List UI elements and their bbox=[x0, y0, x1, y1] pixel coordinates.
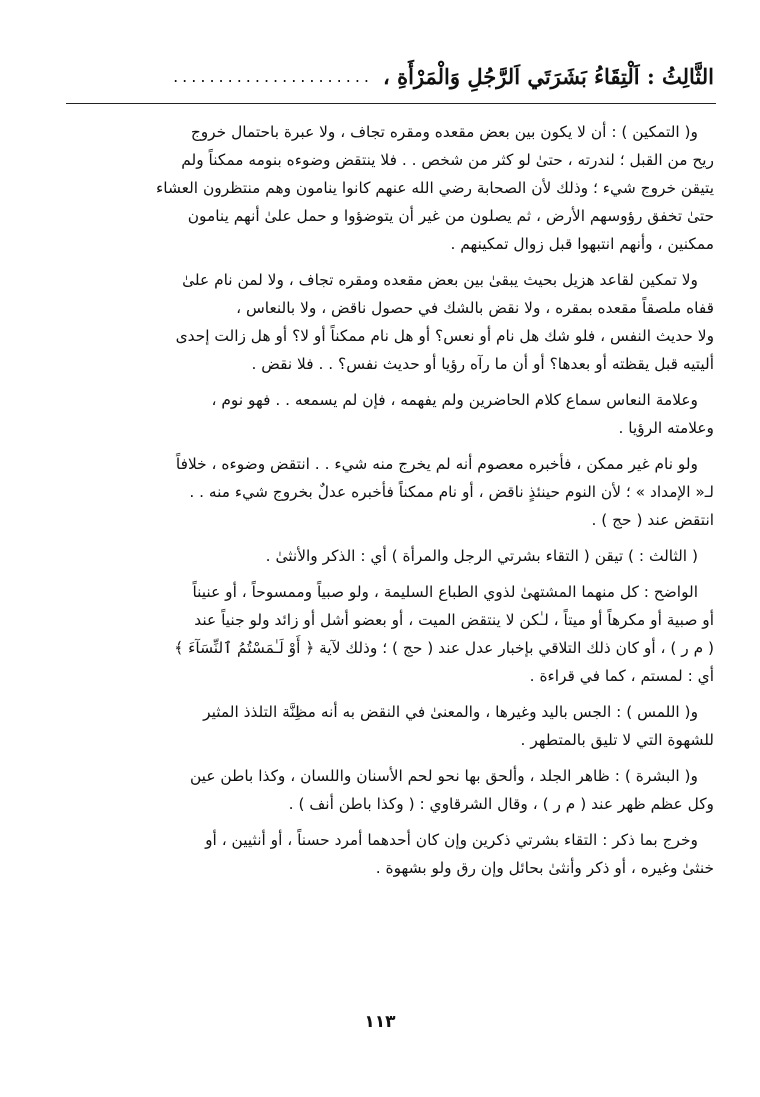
text-line: خنثىٰ وغيره ، أو ذكر وأنثىٰ بحائل وإن رق ولو بشهوة . bbox=[375, 859, 714, 877]
paragraph bbox=[64, 762, 714, 818]
page-header bbox=[66, 56, 714, 96]
text-line: أي : لمستم ، كما في قراءة . bbox=[529, 667, 714, 685]
text-line: قفاه ملصقاً مقعده بمقره ، ولا نقض بالشك في حصول ناقض ، ولا بالنعاس ، bbox=[236, 299, 714, 317]
chapter-heading: الثَّالِثُ : اَلْتِقَاءُ بَشَرَتَي اَلرَّجُلِ وَالْمَرْأَةِ ، bbox=[382, 63, 714, 89]
paragraph bbox=[64, 578, 714, 690]
text-line: الواضح : كل منهما المشتهىٰ لذوي الطباع السليمة ، ولو صبياً وممسوحاً ، أو عنيناً bbox=[192, 583, 698, 601]
text-line: للشهوة التي لا تليق بالمتطهر . bbox=[520, 731, 714, 749]
text-line: وعلامة النعاس سماع كلام الحاضرين ولم يفهمه ، فإن لم يسمعه . . فهو نوم ، bbox=[211, 391, 698, 409]
text-line: وكل عظم ظهر عند ( م ر ) ، وقال الشرقاوي : ( وكذا باطن أنف ) . bbox=[288, 795, 714, 813]
text-line: وخرج بما ذكر : التقاء بشرتي ذكرين وإن كان أحدهما أمرد حسناً ، أو أنثيين ، أو bbox=[205, 831, 698, 849]
text-line: أليتيه قبل يقظته أو بعدها؟ أو أن ما رآه رؤيا أو حديث نفس؟ . . فلا نقض . bbox=[251, 355, 714, 373]
text-line: ( الثالث : ) تيقن ( التقاء بشرتي الرجل والمرأة ) أي : الذكر والأنثىٰ . bbox=[265, 547, 698, 565]
text-line: و( التمكين ) : أن لا يكون بين بعض مقعده ومقره تجاف ، ولا عبرة باحتمال خروج bbox=[190, 123, 698, 141]
text-line: ولو نام غير ممكن ، فأخبره معصوم أنه لم يخرج منه شيء . . انتقض وضوءه ، خلافاً bbox=[175, 455, 698, 473]
text-line: حتىٰ تخفق رؤوسهم الأرض ، ثم يصلون من غير أن يتوضؤوا و حمل علىٰ أنهم ينامون bbox=[187, 207, 714, 225]
text-line: وعلامته الرؤيا . bbox=[618, 419, 714, 437]
header-divider bbox=[66, 103, 716, 104]
text-line: لـ« الإمداد » ؛ لأن النوم حينئذٍ ناقض ، أو نام ممكناً فأخبره عدلٌ بخروج شيء منه . . bbox=[189, 483, 714, 501]
text-line: ولا تمكين لقاعد هزيل بحيث يبقىٰ بين بعض مقعده ومقره تجاف ، ولا لمن نام علىٰ bbox=[182, 271, 698, 289]
text-line: ريح من القبل ؛ لندرته ، حتىٰ لو كثر من شخص . . فلا ينتقض وضوءه بنومه ممكناً ولم bbox=[181, 151, 714, 169]
text-line: و( البشرة ) : ظاهر الجلد ، وألحق بها نحو لحم الأسنان واللسان ، وكذا باطن عين bbox=[189, 767, 698, 785]
paragraph bbox=[64, 450, 714, 534]
paragraph bbox=[64, 542, 714, 570]
text-line: و( اللمس ) : الجس باليد وغيرها ، والمعنىٰ في النقض به أنه مظِنَّة التلذذ المثير bbox=[203, 703, 698, 721]
text-line: ( م ر ) ، أو كان ذلك التلاقي بإخبار عدل عند ( حج ) ؛ وذلك لآية ﴿ أَوْ لَـٰمَسْتُمُ ٱلنِّسَآءَ ﴾ bbox=[174, 639, 714, 657]
header-leader-dots: ...................... bbox=[173, 66, 373, 86]
paragraph bbox=[64, 386, 714, 442]
text-line: ممكنين ، وأنهم انتبهوا قبل زوال تمكينهم . bbox=[450, 235, 714, 253]
body-text bbox=[64, 118, 714, 890]
paragraph bbox=[64, 826, 714, 882]
paragraph bbox=[64, 118, 714, 258]
text-line: أو صبية أو مكرهاً أو ميتاً ، لـٰكن لا ينتقض الميت ، أو بعضو أشل أو زائد ولو جنياً عند bbox=[194, 611, 714, 629]
paragraph bbox=[64, 266, 714, 378]
text-line: يتيقن خروج شيء ؛ وذلك لأن الصحابة رضي الله عنهم كانوا ينامون وهم منتظرون العشاء bbox=[156, 179, 714, 197]
page-number: ١١٣ bbox=[364, 1012, 396, 1032]
text-line: ولا حديث النفس ، فلو شك هل نام أو نعس؟ أو هل نام ممكناً أو لا؟ أو هل زالت إحدى bbox=[175, 327, 714, 345]
text-line: انتقض عند ( حج ) . bbox=[591, 511, 714, 529]
paragraph bbox=[64, 698, 714, 754]
